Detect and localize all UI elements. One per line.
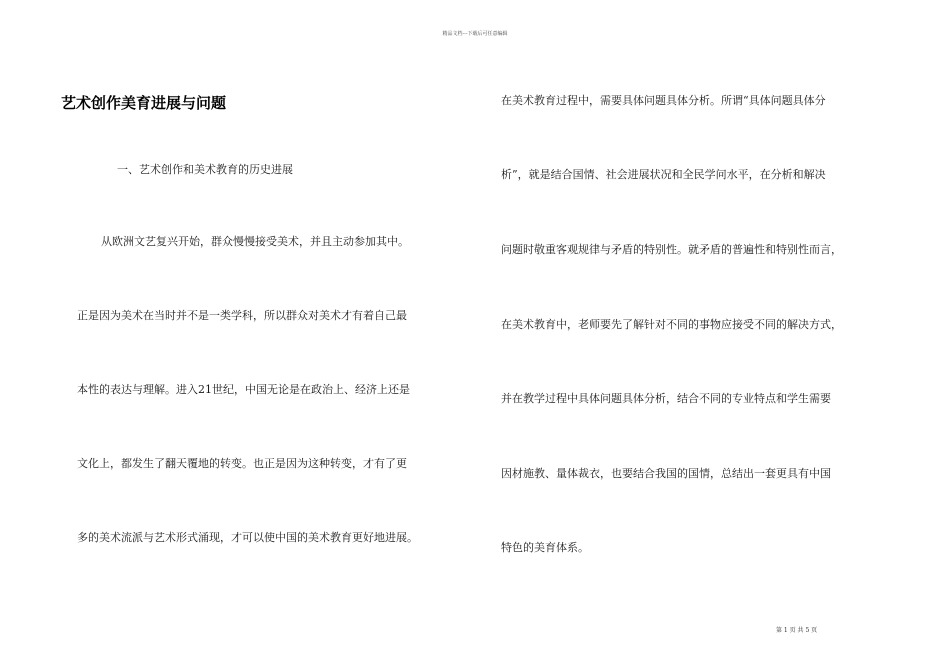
text-line: 并在教学过程中具体问题具体分析，结合不同的专业特点和学生需要 [501,392,831,405]
header-note: 精品文档---下载后可任意编辑 [442,31,508,37]
text-line: 在美术教育过程中，需要具体问题具体分析。所谓“具体问题具体分 [501,94,826,107]
text-line: 析”，就是结合国情、社会进展状况和全民学问水平，在分析和解决 [501,168,826,181]
section-heading: 一、艺术创作和美术教育的历史进展 [117,163,293,176]
text-line: 多的美术流派与艺术形式涌现，才可以使中国的美术教育更好地进展。 [77,531,418,544]
text-line: 文化上，都发生了翻天覆地的转变。也正是因为这种转变，才有了更 [77,457,407,470]
text-line: 在美术教育中，老师要先了解针对不同的事物应接受不同的解决方式， [501,318,842,331]
text-line: 本性的表达与理解。进入21世纪，中国无论是在政治上、经济上还是 [77,383,410,396]
text-line: 因材施教、量体裁衣，也要结合我国的国情，总结出一套更具有中国 [501,467,831,480]
text-line: 特色的美育体系。 [501,541,589,554]
text-line: 问题时敬重客观规律与矛盾的特别性。就矛盾的普遍性和特别性而言， [501,243,842,256]
text-line: 从欧洲文艺复兴开始，群众慢慢接受美术，并且主动参加其中。 [101,235,409,248]
text-line: 正是因为美术在当时并不是一类学科，所以群众对美术才有着自己最 [77,309,407,322]
document-title: 艺术创作美育进展与问题 [61,94,227,112]
page-indicator: 第 1 页 共 5 页 [776,627,818,634]
